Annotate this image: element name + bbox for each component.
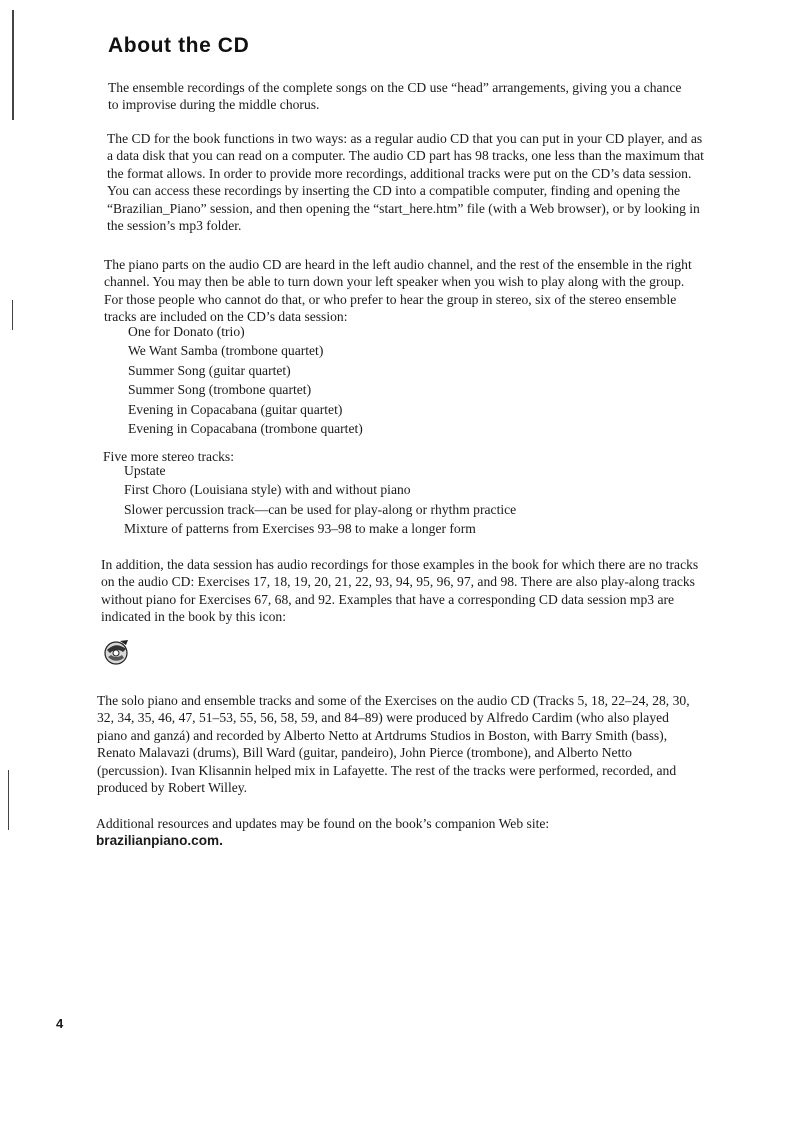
scan-edge-mark (12, 300, 13, 330)
data-session-paragraph: In addition, the data session has audio recordings for those examples in the book for which there are no tracks on the audio CD: Exercises 17, 18, 19, 20, 21, 22, 93, 94, 95, 96, 97, and 98. There are also play-along tracks without piano for Exercises 67, 68, and 92. Examples that have a corresponding CD data session mp3 are indicated in the book by this icon: (101, 557, 699, 625)
list-item: First Choro (Louisiana style) with and without piano (124, 482, 411, 498)
scan-edge-mark (12, 10, 14, 120)
list-item: Mixture of patterns from Exercises 93–98 to make a longer form (124, 521, 476, 537)
companion-website-link[interactable]: brazilianpiano.com. (96, 833, 223, 849)
list-item: Evening in Copacabana (guitar quartet) (128, 401, 343, 417)
list-item: Evening in Copacabana (trombone quartet) (128, 421, 363, 437)
cd-data-session-icon (102, 638, 132, 666)
cd-functions-paragraph: The CD for the book functions in two ways: as a regular audio CD that you can put in your CD player, and as a data disk that you can read on a computer. The audio CD part has 98 tracks, one less than the maximum that the format allows. In order to provide more recordings, additional tracks were put on the CD’s data session. You can access these recordings by inserting the CD into a compatible computer, finding and opening the “Brazilian_Piano” session, and then opening the “start_here.htm” file (with a Web browser), or by looking in the session’s mp3 folder. (107, 131, 704, 234)
list-item: Upstate (124, 463, 166, 478)
page-title: About the CD (108, 34, 250, 57)
more-stereo-label: Five more stereo tracks: (103, 449, 234, 464)
resources-text: Additional resources and updates may be found on the book’s companion Web site: (96, 816, 550, 831)
credits-paragraph: The solo piano and ensemble tracks and some of the Exercises on the audio CD (Tracks 5, 18, 22–24, 28, 30, 32, 34, 35, 46, 47, 51–53, 55, 56, 58, 59, and 84–89) were produced by Alfredo Cardim (who also played piano and ganzá) and recorded by Alberto Netto at Artdrums Studios in Boston, with Barry Smith (bass), Renato Malavazi (drums), Bill Ward (guitar, pandeiro), John Pierce (trombone), and Alberto Netto (percussion). Ivan Klisannin helped mix in Lafayette. The rest of the tracks were performed, recorded, and produced by Robert Willey. (97, 693, 690, 796)
list-item: Slower percussion track—can be used for play-along or rhythm practice (124, 501, 517, 517)
page-number: 4 (56, 1016, 64, 1031)
list-item: One for Donato (trio) (128, 324, 245, 339)
more-stereo-track-list (124, 461, 516, 539)
list-item: We Want Samba (trombone quartet) (128, 343, 324, 359)
stereo-track-list (128, 322, 363, 438)
intro-paragraph: The ensemble recordings of the complete songs on the CD use “head” arrangements, giving you a chance to improvise during the middle chorus. (108, 80, 682, 113)
list-item: Summer Song (guitar quartet) (128, 362, 291, 378)
resources-paragraph (96, 815, 696, 850)
audio-channels-paragraph: The piano parts on the audio CD are heard in the left audio channel, and the rest of the ensemble in the right channel. You may then be able to turn down your left speaker when you wish to play along with the group. For those people who cannot do that, or who prefer to hear the group in stereo, six of the stereo ensemble tracks are included on the CD’s data session: (104, 257, 692, 325)
scan-edge-mark (8, 770, 9, 830)
list-item: Summer Song (trombone quartet) (128, 382, 312, 398)
